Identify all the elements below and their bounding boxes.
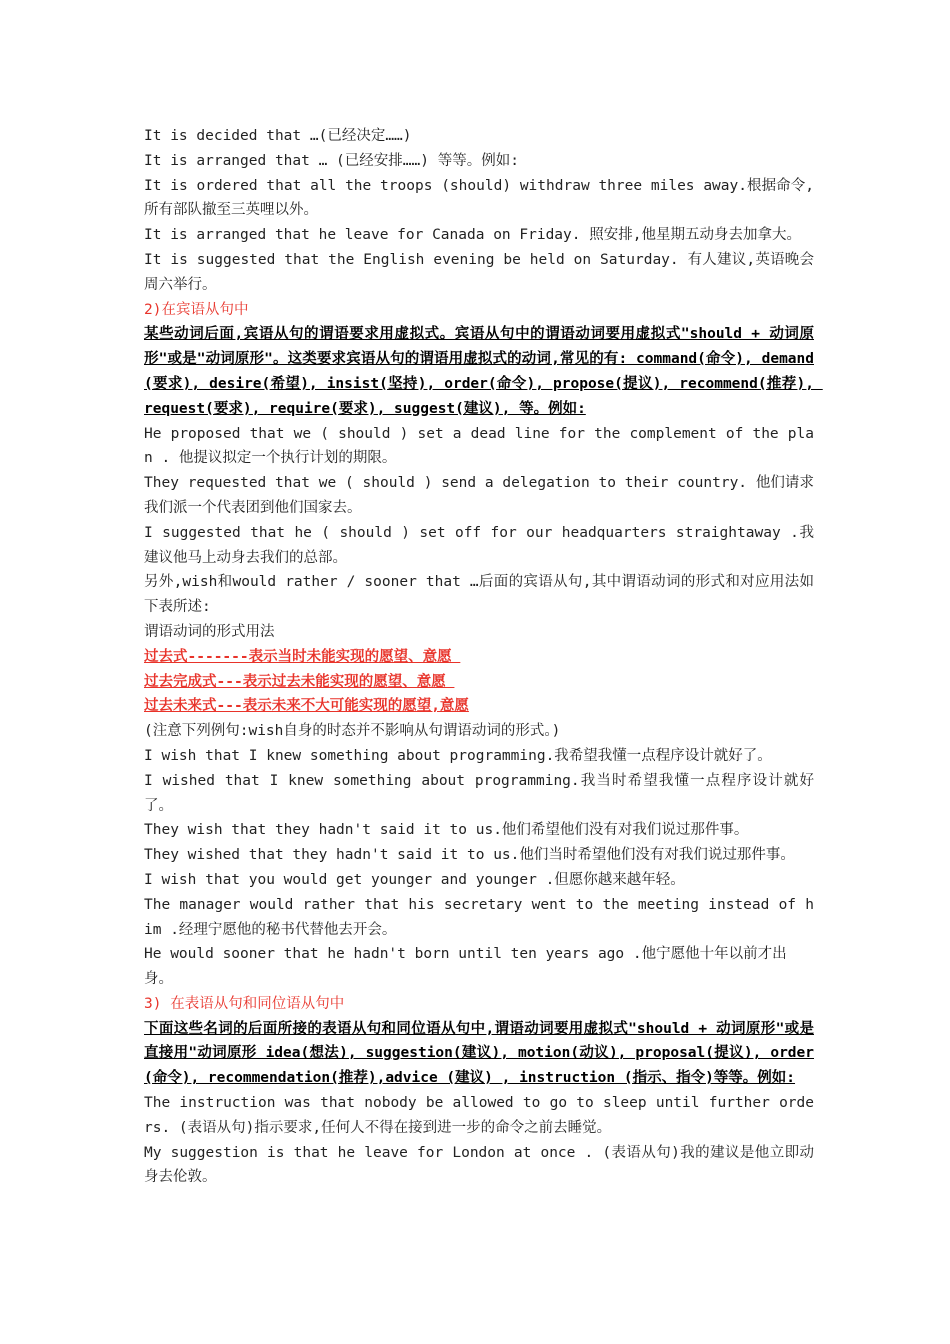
document-page [144,124,823,1190]
wish-example: I wished that I knew something about programming.我当时希望我懂一点程序设计就好了。 [144,772,814,814]
form-row-past-perfect: 过去完成式---表示过去未能实现的愿望、意愿 [144,673,455,690]
example-line: It is arranged that … (已经安排……) 等等。例如: [144,152,519,169]
section-intro-predicative-clause: 下面这些名词的后面所接的表语从句和同位语从句中,谓语动词要用虚拟式"should + 动词原形"或是直接用"动词原形 idea(想法), suggestion(建议), motion(动议), proposal(提议), order(命令), recommendation(推荐),advice (建议) , instruction (指示、指令)等等。例如: [144,1020,814,1087]
example-line: I suggested that he ( should ) set off for our headquarters straightaway .我建议他马上动身去我们的总部。 [144,524,814,566]
section-heading-object-clause: 2)在宾语从句中 [144,301,249,318]
example-line: He proposed that we ( should ) set a dead line for the complement of the plan . 他提议拟定一个执行计划的期限。 [144,425,814,467]
example-line: It is decided that …(已经决定……) [144,128,412,144]
wish-example: They wished that they hadn't said it to us.他们当时希望他们没有对我们说过那件事。 [144,847,795,864]
form-table-title: 谓语动词的形式用法 [144,623,275,640]
form-row-past: 过去式-------表示当时未能实现的愿望、意愿 [144,648,461,665]
example-line: It is ordered that all the troops (should) withdraw three miles away.根据命令,所有部队撤至三英哩以外。 [144,177,814,219]
wish-example: They wish that they hadn't said it to us.他们希望他们没有对我们说过那件事。 [144,822,749,839]
wish-example: I wish that you would get younger and younger .但愿你越来越年轻。 [144,871,685,888]
example-line: It is suggested that the English evening be held on Saturday. 有人建议,英语晚会周六举行。 [144,251,814,293]
wish-example: I wish that I knew something about programming.我希望我懂一点程序设计就好了。 [144,747,772,764]
example-line: My suggestion is that he leave for London at once . (表语从句)我的建议是他立即动身去伦敦。 [144,1144,814,1186]
note-line: (注意下列例句:wish自身的时态并不影响从句谓语动词的形式。) [144,723,561,740]
form-row-past-future: 过去未来式---表示未来不大可能实现的愿望,意愿 [144,698,469,715]
section-heading-predicative-clause: 3) 在表语从句和同位语从句中 [144,995,345,1012]
wish-example: The manager would rather that his secretary went to the meeting instead of him .经理宁愿他的秘书代替他去开会。 [144,896,814,938]
example-line: The instruction was that nobody be allowed to go to sleep until further orders. (表语从句)指示要求,任何人不得在接到进一步的命令之前去睡觉。 [144,1095,814,1136]
example-line: 另外,wish和would rather / sooner that …后面的宾语从句,其中谓语动词的形式和对应用法如下表所述: [144,574,814,616]
wish-example: He would sooner that he hadn't born until ten years ago .他宁愿他十年以前才出身。 [144,946,787,988]
section-intro-object-clause: 某些动词后面,宾语从句的谓语要求用虚拟式。宾语从句中的谓语动词要用虚拟式"should + 动词原形"或是"动词原形"。这类要求宾语从句的谓语用虚拟式的动词,常见的有: command(命令), demand(要求), desire(希望), insist(坚持), order(命令), propose(提议), recommend(推荐), request(要求), require(要求), suggest(建议), 等。例如: [144,326,823,417]
example-line: It is arranged that he leave for Canada on Friday. 照安排,他星期五动身去加拿大。 [144,227,801,244]
example-line: They requested that we ( should ) send a delegation to their country. 他们请求我们派一个代表团到他们国家去。 [144,475,814,516]
